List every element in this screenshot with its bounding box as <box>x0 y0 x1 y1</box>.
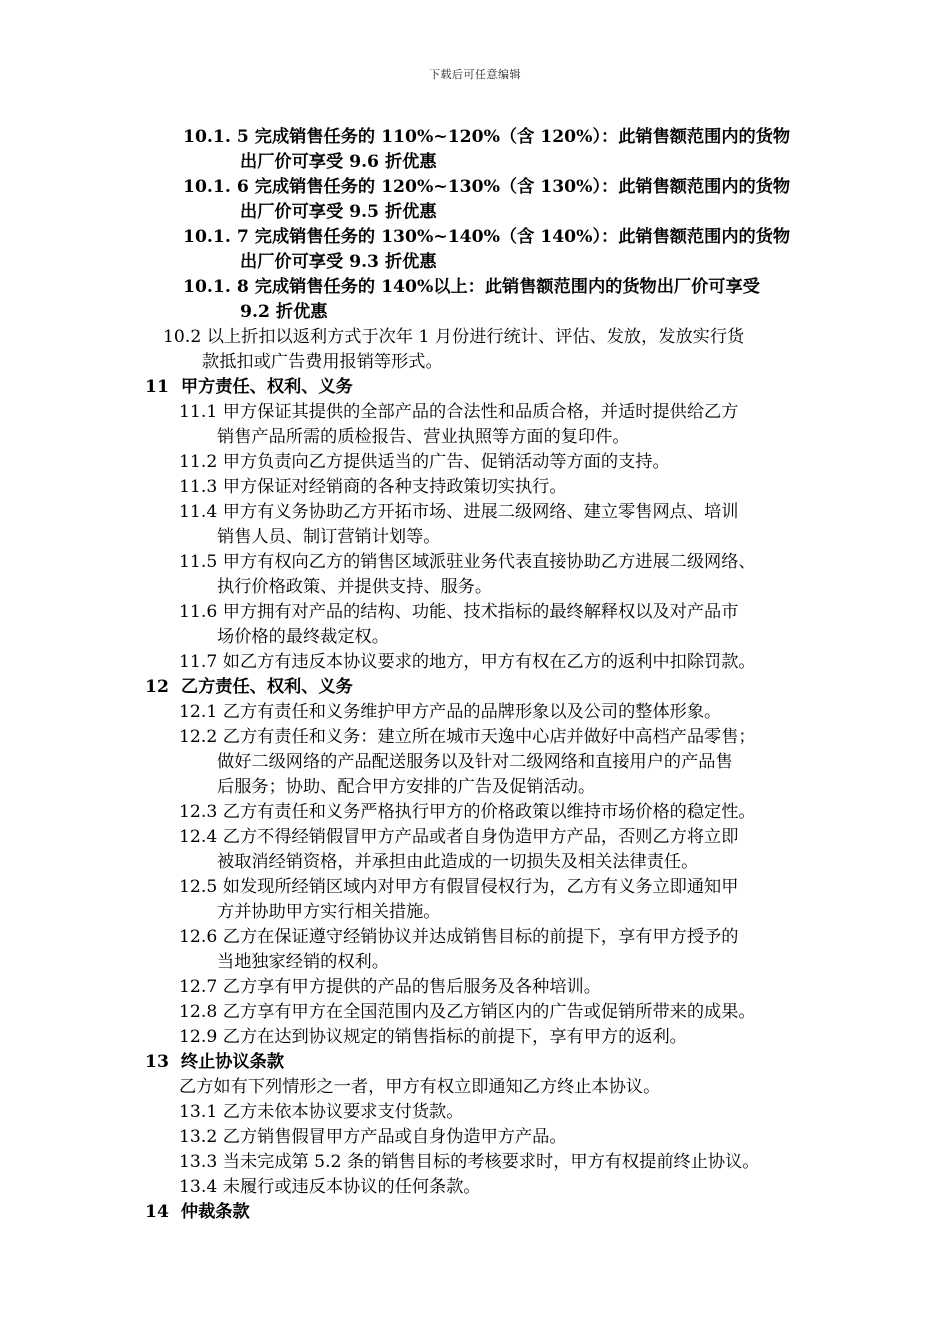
clause-10-1-8 <box>183 275 760 300</box>
section-title: 乙方责任、权利、义务 <box>180 677 353 697</box>
clause-12-7 <box>179 975 601 1000</box>
clause-number: 12.4 <box>179 827 218 847</box>
section-number: 14 <box>145 1202 169 1222</box>
clause-text: 乙方享有甲方提供的产品的售后服务及各种培训。 <box>222 977 601 997</box>
section-13-intro: 乙方如有下列情形之一者，甲方有权立即通知乙方终止本协议。 <box>179 1077 661 1097</box>
clause-text: 甲方有权向乙方的销售区域派驻业务代表直接协助乙方进展二级网络、 <box>222 552 756 572</box>
clause-number: 13.2 <box>179 1127 218 1147</box>
clause-number: 12.6 <box>179 927 218 947</box>
clause-text-continued: 被取消经销资格，并承担由此造成的一切损失及相关法律责任。 <box>217 852 699 872</box>
section-title: 终止协议条款 <box>180 1052 285 1072</box>
clause-text: 完成销售任务的 140%以上：此销售额范围内的货物出厂价可享受 <box>254 277 760 297</box>
clause-12-2 <box>179 725 756 750</box>
clause-text: 乙方销售假冒甲方产品或自身伪造甲方产品。 <box>222 1127 567 1147</box>
clause-number: 10.1. 8 <box>183 277 249 297</box>
section-heading-11 <box>145 375 353 400</box>
clause-text-continued: 出厂价可享受 9.5 折优惠 <box>240 202 437 222</box>
clause-text-continued: 款抵扣或广告费用报销等形式。 <box>202 352 443 372</box>
clause-number: 11.1 <box>179 402 218 422</box>
clause-11-5 <box>179 550 756 575</box>
clause-text: 以上折扣以返利方式于次年 1 月份进行统计、评估、发放，发放实行货 <box>206 327 745 347</box>
clause-10-1-6 <box>183 175 790 200</box>
clause-13-3 <box>179 1150 759 1175</box>
clause-number: 13.3 <box>179 1152 218 1172</box>
clause-11-7 <box>179 650 756 675</box>
clause-text-continued: 9.2 折优惠 <box>240 302 328 322</box>
clause-text: 甲方保证其提供的全部产品的合法性和品质合格，并适时提供给乙方 <box>222 402 739 422</box>
section-heading-12 <box>145 675 353 700</box>
clause-text: 乙方享有甲方在全国范围内及乙方销区内的广告或促销所带来的成果。 <box>222 1002 756 1022</box>
clause-text: 当未完成第 5.2 条的销售目标的考核要求时，甲方有权提前终止协议。 <box>222 1152 760 1172</box>
clause-number: 12.8 <box>179 1002 218 1022</box>
clause-number: 11.6 <box>179 602 218 622</box>
clause-text: 甲方有义务协助乙方开拓市场、进展二级网络、建立零售网点、培训 <box>222 502 739 522</box>
clause-text-continued: 方并协助甲方实行相关措施。 <box>217 902 441 922</box>
clause-text-continued: 执行价格政策、并提供支持、服务。 <box>217 577 493 597</box>
clause-11-3 <box>179 475 567 500</box>
section-number: 13 <box>145 1052 169 1072</box>
section-title: 仲裁条款 <box>180 1202 250 1222</box>
clause-10-1-5 <box>183 125 790 150</box>
clause-number: 12.5 <box>179 877 218 897</box>
clause-text: 完成销售任务的 130%~140%（含 140%）：此销售额范围内的货物 <box>254 227 791 247</box>
clause-11-4 <box>179 500 738 525</box>
clause-text: 甲方拥有对产品的结构、功能、技术指标的最终解释权以及对产品市 <box>222 602 739 622</box>
clause-12-5 <box>179 875 738 900</box>
clause-text: 如发现所经销区域内对甲方有假冒侵权行为，乙方有义务立即通知甲 <box>222 877 739 897</box>
clause-12-8 <box>179 1000 756 1025</box>
clause-number: 10.1. 5 <box>183 127 249 147</box>
clause-text: 乙方不得经销假冒甲方产品或者自身伪造甲方产品，否则乙方将立即 <box>222 827 739 847</box>
clause-10-1-7 <box>183 225 790 250</box>
clause-number: 12.2 <box>179 727 218 747</box>
clause-text: 完成销售任务的 120%~130%（含 130%）：此销售额范围内的货物 <box>254 177 791 197</box>
clause-number: 12.1 <box>179 702 218 722</box>
clause-text: 乙方有责任和义务严格执行甲方的价格政策以维持市场价格的稳定性。 <box>222 802 756 822</box>
clause-number: 13.1 <box>179 1102 218 1122</box>
clause-number: 10.1. 6 <box>183 177 249 197</box>
clause-text: 乙方在达到协议规定的销售指标的前提下，享有甲方的返利。 <box>222 1027 687 1047</box>
clause-number: 11.2 <box>179 452 218 472</box>
clause-number: 12.9 <box>179 1027 218 1047</box>
clause-text-continued: 当地独家经销的权利。 <box>217 952 389 972</box>
clause-number: 10.1. 7 <box>183 227 249 247</box>
clause-11-2 <box>179 450 670 475</box>
clause-13-2 <box>179 1125 567 1150</box>
clause-12-9 <box>179 1025 687 1050</box>
clause-12-3 <box>179 800 756 825</box>
clause-11-1 <box>179 400 738 425</box>
clause-text: 完成销售任务的 110%~120%（含 120%）：此销售额范围内的货物 <box>254 127 791 147</box>
clause-number: 11.3 <box>179 477 218 497</box>
clause-12-1 <box>179 700 721 725</box>
clause-text-continued: 做好二级网络的产品配送服务以及针对二级网络和直接用户的产品售 <box>217 752 733 772</box>
clause-text: 甲方负责向乙方提供适当的广告、促销活动等方面的支持。 <box>222 452 670 472</box>
clause-text: 乙方在保证遵守经销协议并达成销售目标的前提下，享有甲方授予的 <box>222 927 739 947</box>
clause-11-6 <box>179 600 738 625</box>
section-number: 11 <box>145 377 169 397</box>
clause-number: 11.5 <box>179 552 218 572</box>
clause-text-continued: 销售产品所需的质检报告、营业执照等方面的复印件。 <box>217 427 630 447</box>
clause-number: 11.4 <box>179 502 218 522</box>
clause-13-1 <box>179 1100 463 1125</box>
section-title: 甲方责任、权利、义务 <box>180 377 353 397</box>
page-header: 下载后可任意编辑 <box>429 68 521 81</box>
clause-text: 甲方保证对经销商的各种支持政策切实执行。 <box>222 477 567 497</box>
clause-number: 10.2 <box>163 327 202 347</box>
clause-13-4 <box>179 1175 481 1200</box>
section-heading-13 <box>145 1050 284 1075</box>
clause-text: 未履行或违反本协议的任何条款。 <box>222 1177 481 1197</box>
clause-text: 如乙方有违反本协议要求的地方，甲方有权在乙方的返利中扣除罚款。 <box>222 652 756 672</box>
clause-text: 乙方有责任和义务：建立所在城市天逸中心店并做好中高档产品零售； <box>222 727 756 747</box>
section-heading-14 <box>145 1200 250 1225</box>
clause-text-continued: 后服务；协助、配合甲方安排的广告及促销活动。 <box>217 777 596 797</box>
clause-text: 乙方有责任和义务维护甲方产品的品牌形象以及公司的整体形象。 <box>222 702 722 722</box>
clause-text: 乙方未依本协议要求支付货款。 <box>222 1102 464 1122</box>
clause-10-2 <box>163 325 744 350</box>
clause-text-continued: 销售人员、制订营销计划等。 <box>217 527 441 547</box>
clause-number: 12.7 <box>179 977 218 997</box>
clause-12-4 <box>179 825 738 850</box>
clause-number: 12.3 <box>179 802 218 822</box>
clause-text-continued: 出厂价可享受 9.6 折优惠 <box>240 152 437 172</box>
clause-number: 13.4 <box>179 1177 218 1197</box>
clause-text-continued: 场价格的最终裁定权。 <box>217 627 389 647</box>
clause-number: 11.7 <box>179 652 218 672</box>
section-number: 12 <box>145 677 169 697</box>
clause-text-continued: 出厂价可享受 9.3 折优惠 <box>240 252 437 272</box>
clause-12-6 <box>179 925 738 950</box>
